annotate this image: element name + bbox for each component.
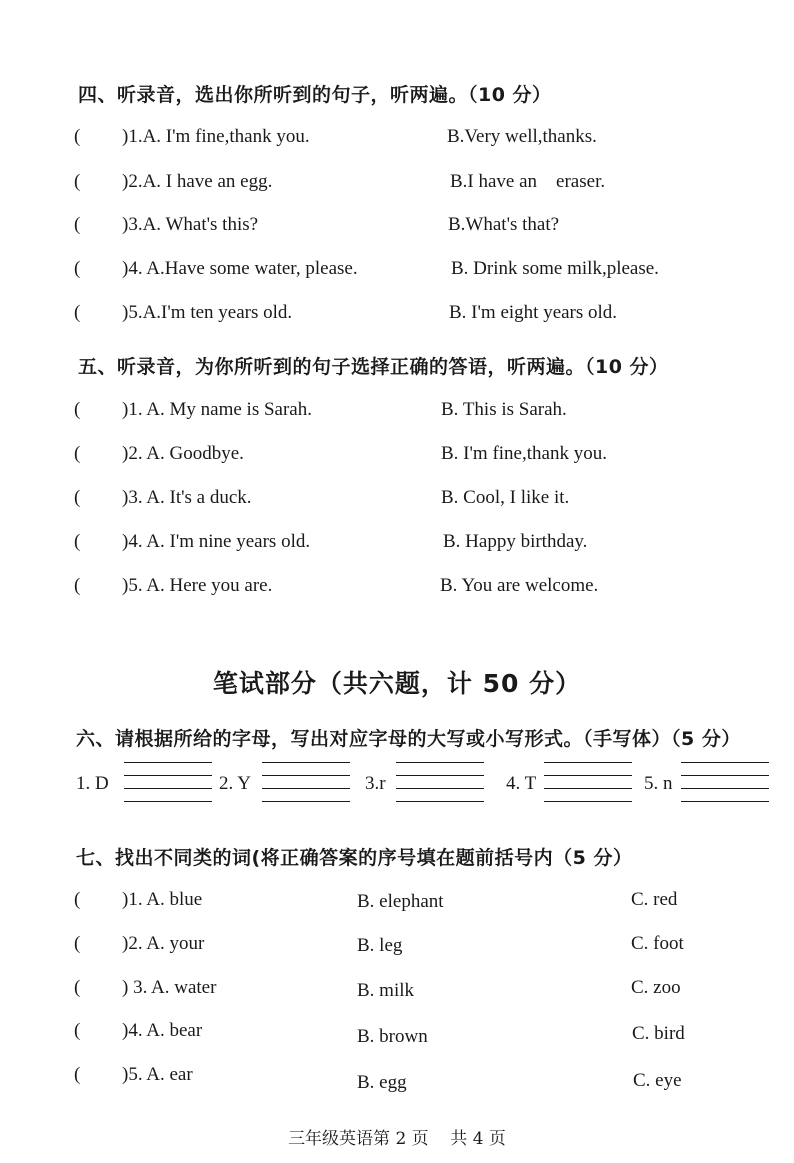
sec5-question-4 [0,531,794,561]
option-a: )1. A. My name is Sarah. [122,399,312,420]
option-c: C. red [631,889,678,910]
section-5-heading: 五、听录音，为你所听到的句子选择正确的答语，听两遍。（10 分） [78,356,669,378]
sec5-question-5 [0,575,794,605]
option-a: )4. A.Have some water, please. [122,258,358,279]
answer-bracket[interactable]: ( [74,487,81,508]
letter-item-5: 5. n [644,773,673,794]
option-b: B. milk [357,980,415,1001]
letter-item-4: 4. T [506,773,537,794]
section-7-heading: 七、找出不同类的词(将正确答案的序号填在题前括号内（5 分） [76,847,633,869]
option-b: B. This is Sarah. [441,399,567,420]
sec5-question-3 [0,487,794,517]
option-b: B. I'm eight years old. [449,302,618,323]
sec4-question-1 [0,126,794,156]
sec5-question-1 [0,399,794,429]
option-b: B.What's that? [448,214,560,235]
sec5-question-2 [0,443,794,473]
option-a: ) 3. A. water [122,977,217,998]
answer-bracket[interactable]: ( [74,531,81,552]
answer-bracket[interactable]: ( [74,258,81,279]
letter-item-3: 3.r [365,773,386,794]
sec7-question-2 [0,933,794,963]
option-a: )5. A. Here you are. [122,575,273,596]
option-a: )3. A. It's a duck. [122,487,252,508]
option-a: )1.A. I'm fine,thank you. [122,126,310,147]
sec4-question-3 [0,214,794,244]
option-b: B.Very well,thanks. [447,126,597,147]
option-a: )5.A.I'm ten years old. [122,302,293,323]
answer-bracket[interactable]: ( [74,889,81,910]
writing-lines-2[interactable] [262,762,350,802]
option-a: )2.A. I have an egg. [122,171,273,192]
option-a: )4. A. I'm nine years old. [122,531,311,552]
option-b: B. egg [357,1072,407,1093]
answer-bracket[interactable]: ( [74,575,81,596]
option-b: B. elephant [357,891,444,912]
option-a: )4. A. bear [122,1020,203,1041]
writing-lines-3[interactable] [396,762,484,802]
writing-lines-4[interactable] [544,762,632,802]
answer-bracket[interactable]: ( [74,443,81,464]
letter-item-1: 1. D [76,773,109,794]
option-a: )3.A. What's this? [122,214,259,235]
option-c: C. zoo [631,977,681,998]
writing-lines-1[interactable] [124,762,212,802]
answer-bracket[interactable]: ( [74,1020,81,1041]
option-c: C. eye [633,1070,682,1091]
sec7-question-5 [0,1064,794,1094]
sec4-question-5 [0,302,794,332]
option-b: B. Drink some milk,please. [451,258,659,279]
option-c: C. foot [631,933,684,954]
answer-bracket[interactable]: ( [74,126,81,147]
sec4-question-2 [0,171,794,201]
option-c: C. bird [632,1023,685,1044]
option-a: )1. A. blue [122,889,203,910]
section-6-heading: 六、请根据所给的字母，写出对应字母的大写或小写形式。（手写体）（5 分） [76,728,741,750]
answer-bracket[interactable]: ( [74,977,81,998]
letter-item-2: 2. Y [219,773,252,794]
answer-bracket[interactable]: ( [74,399,81,420]
answer-bracket[interactable]: ( [74,302,81,323]
option-a: )5. A. ear [122,1064,193,1085]
answer-bracket[interactable]: ( [74,214,81,235]
writing-lines-5[interactable] [681,762,769,802]
option-b: B. Happy birthday. [443,531,588,552]
answer-bracket[interactable]: ( [74,1064,81,1085]
option-b: B. leg [357,935,403,956]
option-b: B. I'm fine,thank you. [441,443,607,464]
option-b: B. brown [357,1026,428,1047]
option-b: B.I have an eraser. [450,171,606,192]
answer-bracket[interactable]: ( [74,933,81,954]
answer-bracket[interactable]: ( [74,171,81,192]
option-b: B. You are welcome. [440,575,599,596]
page-footer: 三年级英语第 2 页 共 4 页 [288,1129,506,1149]
option-a: )2. A. Goodbye. [122,443,244,464]
option-b: B. Cool, I like it. [441,487,570,508]
option-a: )2. A. your [122,933,205,954]
sec7-question-3 [0,977,794,1007]
sec7-question-4 [0,1020,794,1050]
sec7-question-1 [0,889,794,919]
section-4-heading: 四、听录音，选出你所听到的句子，听两遍。（10 分） [78,84,552,106]
written-section-title: 笔试部分（共六题，计 50 分） [212,669,582,698]
sec4-question-4 [0,258,794,288]
